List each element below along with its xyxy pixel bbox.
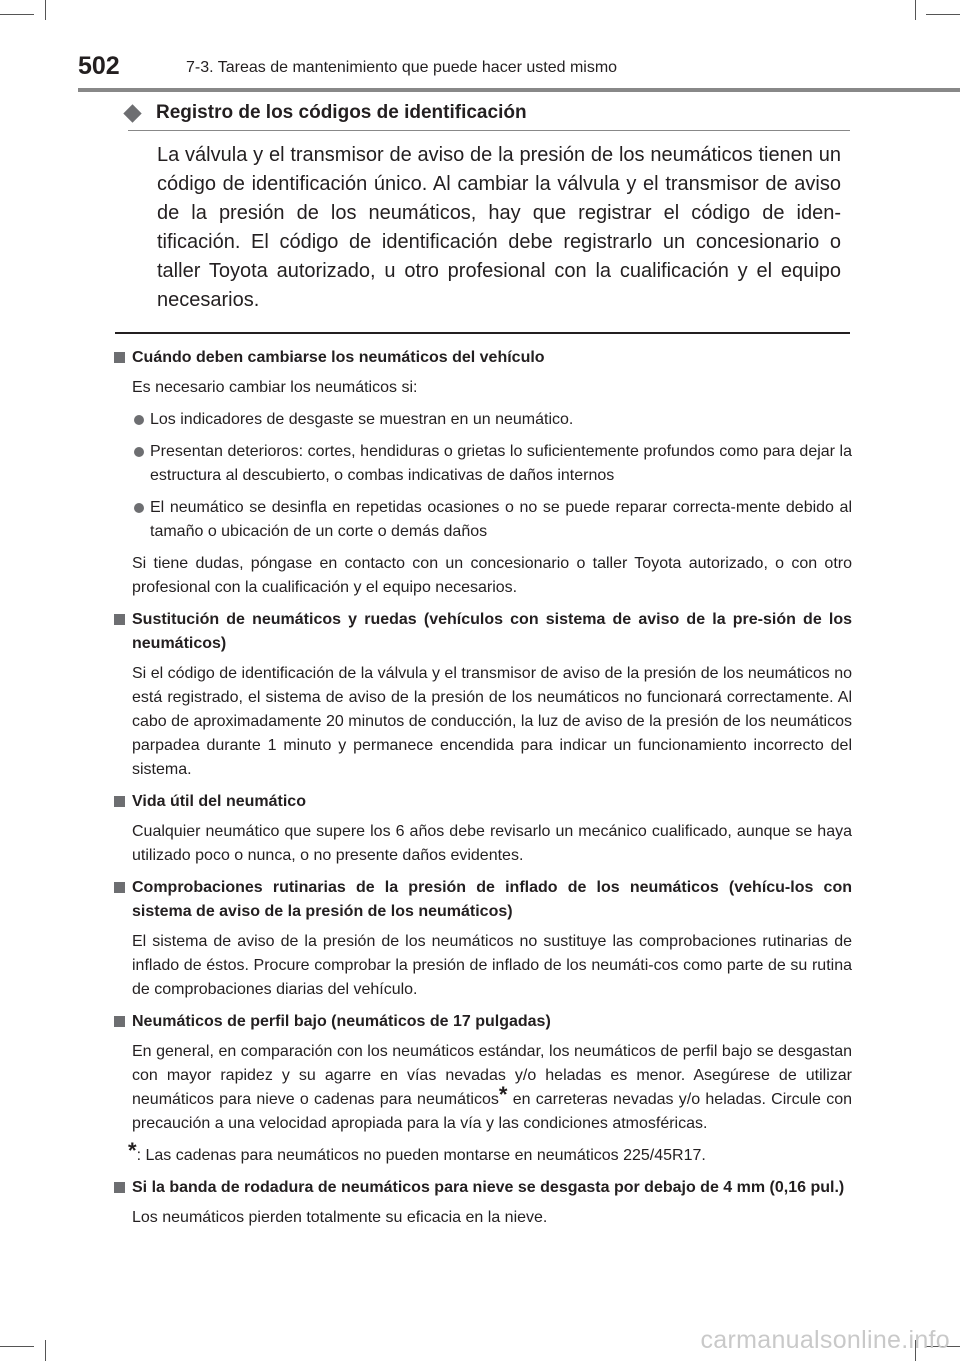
watermark: carmanualsonline.info [700,1326,950,1354]
square-bullet-icon [114,1016,125,1027]
diamond-icon [123,104,141,122]
square-bullet-icon [114,352,125,363]
crop-mark [45,1340,46,1361]
topic-heading: Sustitución de neumáticos y ruedas (vehículos con sistema de aviso de la pre-sión de los neumáticos) [114,608,852,656]
divider [115,332,850,334]
topic-heading: Vida útil del neumático [114,790,852,814]
content [114,346,852,1238]
circle-bullet-icon [134,503,144,513]
footnote-mark: * [128,1138,137,1163]
topic-heading: Comprobaciones rutinarias de la presión de inflado de los neumáticos (vehícu-los con sistema de aviso de la presión de los neumáticos) [114,876,852,924]
section-rule [128,130,850,131]
topic-heading: Neumáticos de perfil bajo (neumáticos de 17 pulgadas) [114,1010,852,1034]
paragraph: Si el código de identificación de la válvula y el transmisor de aviso de la presión de los neumáticos no está registrado, el sistema de aviso de la presión de los neumáticos no funcionará correctamente. Al cabo de aproximadamente 20 minutos de conducción, la luz de aviso de la presión de los neumáticos parpadea durante 1 minuto y permanece encendida para indicar un funcionamiento incorrecto del sistema. [132,665,852,778]
square-bullet-icon [114,882,125,893]
paragraph: El sistema de aviso de la presión de los neumáticos no sustituye las comprobaciones rutinarias de inflado de éstos. Procure comprobar la presión de inflado de los neumáti-cos como parte de su rutina de comprobaciones diarias del vehículo. [132,933,852,998]
page-number: 502 [78,52,120,80]
chapter-title: 7-3. Tareas de mantenimiento que puede hacer usted mismo [186,59,618,76]
crop-mark [0,14,34,15]
footnote-reference: * [498,1082,508,1107]
section-intro: La válvula y el transmisor de aviso de la presión de los neumáticos tienen un código de identificación único. Al cambiar la válvula y el transmisor de aviso de la presión de los neumáticos, hay que registrar el código de iden-tificación. El código de identificación debe registrarlo un concesionario o taller Toyota autorizado, u otro profesional con la cualificación y el equipo necesarios. [157,144,841,311]
paragraph: Cualquier neumático que supere los 6 años debe revisarlo un mecánico cualificado, aunque se haya utilizado poco o nunca, o no presente daños evidentes. [132,823,852,864]
crop-mark [0,1346,34,1347]
list-item: El neumático se desinfla en repetidas ocasiones o no se puede reparar correcta-mente debido al tamaño o ubicación de un corte o demás daños [114,496,852,544]
square-bullet-icon [114,796,125,807]
circle-bullet-icon [134,415,144,425]
section-heading [128,102,527,124]
square-bullet-icon [114,1182,125,1193]
circle-bullet-icon [134,447,144,457]
paragraph: Si tiene dudas, póngase en contacto con un concesionario o taller Toyota autorizado, o con otro profesional con la cualificación y el equipo necesarios. [132,555,852,596]
paragraph: En general, en comparación con los neumáticos estándar, los neumáticos de perfil bajo se desgastan con mayor rapidez y su agarre en vías nevadas y/o heladas es menor. Asegúrese de utilizar neumáticos para nieve o cadenas para neumáticos* en carreteras nevadas y/o heladas. Circule con precaución a una velocidad apropiada para la vía y las condiciones atmosféricas. [132,1043,853,1132]
topic-heading: Cuándo deben cambiarse los neumáticos del vehículo [114,346,852,370]
paragraph: Los neumáticos pierden totalmente su eficacia en la nieve. [132,1209,548,1226]
topic-heading: Si la banda de rodadura de neumáticos para nieve se desgasta por debajo de 4 mm (0,16 pul.) [114,1176,852,1200]
paragraph: Es necesario cambiar los neumáticos si: [132,379,418,396]
square-bullet-icon [114,614,125,625]
crop-mark [926,14,960,15]
crop-mark [45,0,46,20]
list-item: Los indicadores de desgaste se muestran en un neumático. [114,408,852,432]
header-rule [78,88,960,92]
list-item: Presentan deterioros: cortes, hendiduras o grietas lo suficientemente profundos como para dejar la estructura al descubierto, o combas indicativas de daños internos [114,440,852,488]
section-heading-text: Registro de los códigos de identificación [156,102,527,123]
crop-mark [915,0,916,20]
footnote: *: Las cadenas para neumáticos no pueden montarse en neumáticos 225/45R17. [128,1138,706,1164]
